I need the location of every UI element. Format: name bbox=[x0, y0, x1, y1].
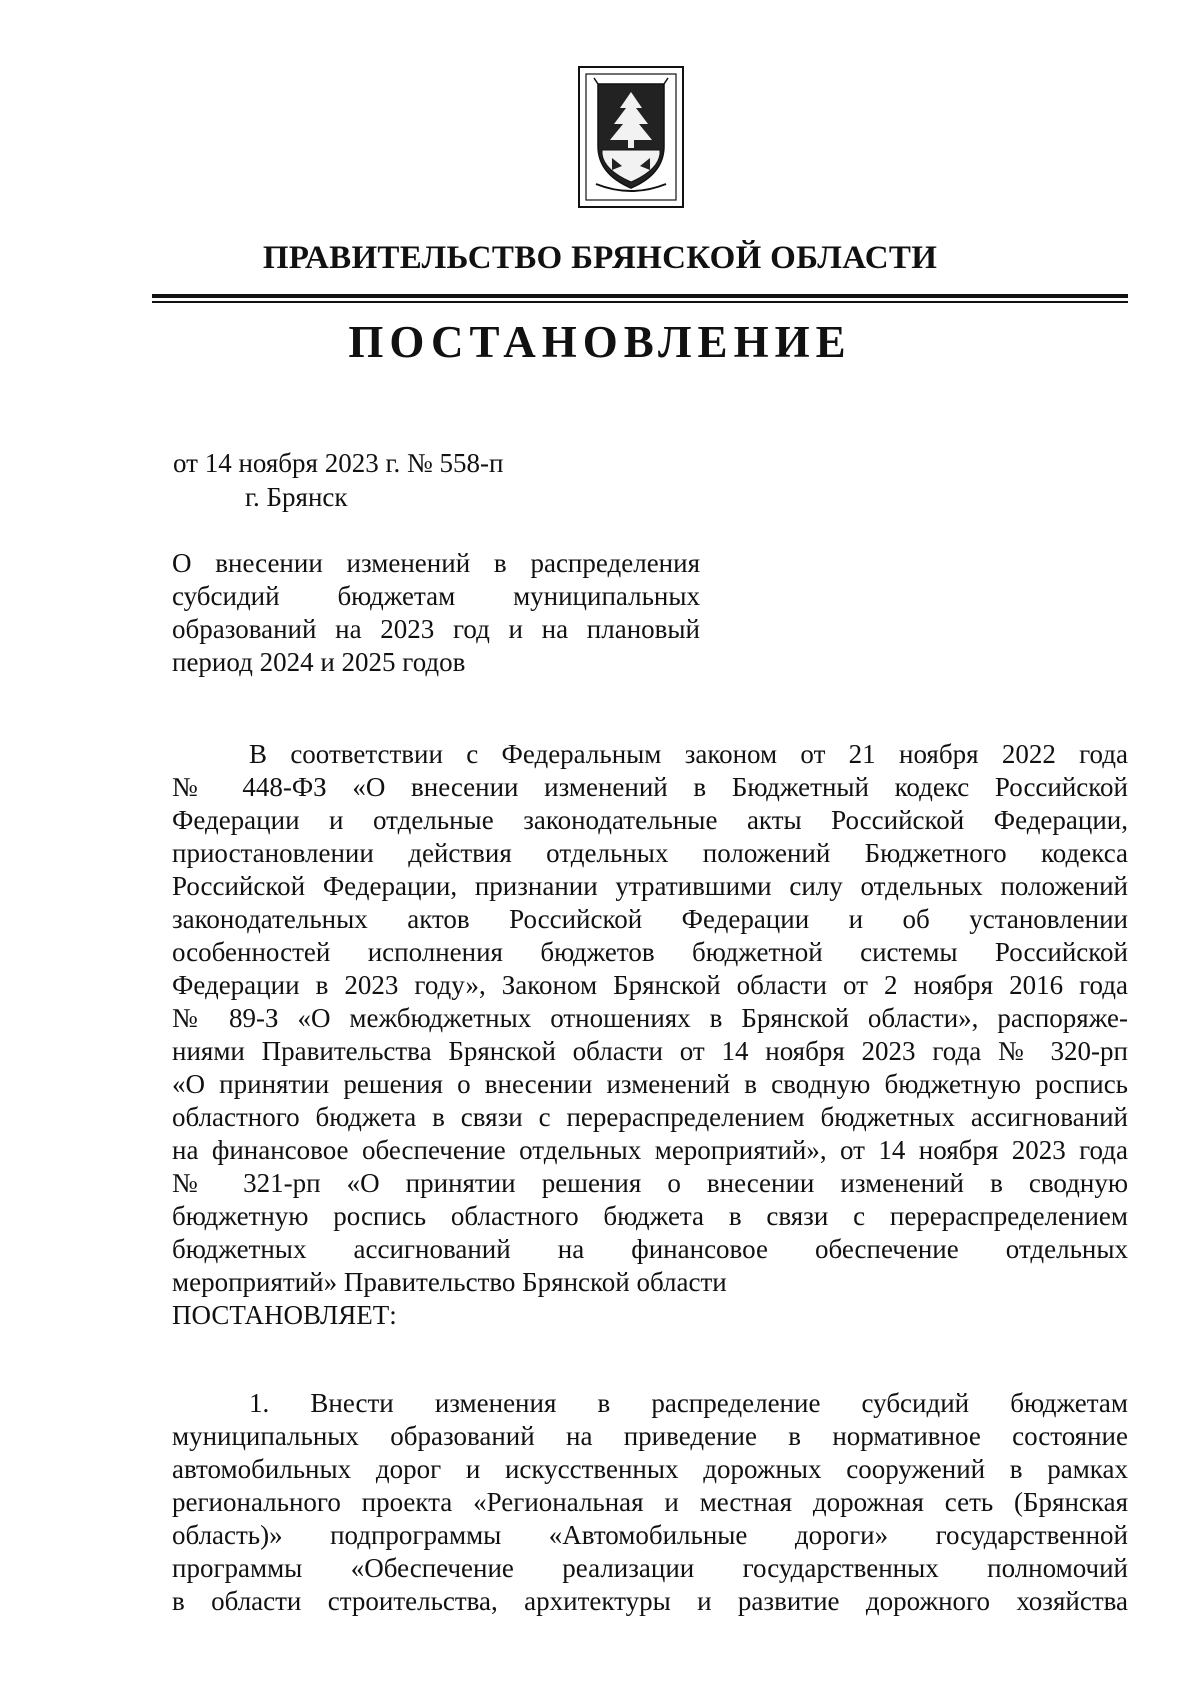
preamble-line: особенностей исполнения бюджетов бюджетной системы Российской bbox=[172, 937, 1128, 967]
document-subject bbox=[172, 547, 700, 679]
preamble-line: № 448-ФЗ «О внесении изменений в Бюджетный кодекс Российской bbox=[172, 772, 1128, 802]
document-type-title: ПОСТАНОВЛЕНИЕ bbox=[348, 317, 852, 367]
subject-line: образований на 2023 год и на плановый bbox=[172, 614, 700, 644]
subject-line: период 2024 и 2025 годов bbox=[172, 647, 466, 677]
item-1-paragraph bbox=[172, 1387, 1128, 1618]
item-line: регионального проекта «Региональная и местная дорожная сеть (Брянская bbox=[172, 1487, 1128, 1517]
item-line: область)» подпрограммы «Автомобильные дороги» государственной bbox=[172, 1520, 1128, 1550]
preamble-line: Федерации и отдельные законодательные акты Российской Федерации, bbox=[172, 805, 1128, 835]
preamble-line: Российской Федерации, признании утратившими силу отдельных положений bbox=[172, 871, 1128, 901]
document-date-number: от 14 ноября 2023 г. № 558-п bbox=[173, 448, 504, 478]
header-divider bbox=[152, 294, 1128, 304]
preamble-line: областного бюджета в связи с перераспределением бюджетных ассигнований bbox=[172, 1102, 1128, 1132]
item-line: муниципальных образований на приведение в нормативное состояние bbox=[172, 1421, 1128, 1451]
preamble-line: Федерации в 2023 году», Законом Брянской области от 2 ноября 2016 года bbox=[172, 970, 1128, 1000]
document-city: г. Брянск bbox=[245, 482, 348, 512]
preamble-line: ниями Правительства Брянской области от 14 ноября 2023 года № 320-рп bbox=[172, 1036, 1128, 1066]
item-line: автомобильных дорог и искусственных дорожных сооружений в рамках bbox=[172, 1454, 1128, 1484]
preamble-line: приостановлении действия отдельных положений Бюджетного кодекса bbox=[172, 838, 1128, 868]
preamble-line: на финансовое обеспечение отдельных мероприятий», от 14 ноября 2023 года bbox=[172, 1135, 1128, 1165]
preamble-line: В соответствии с Федеральным законом от 21 ноября 2022 года bbox=[249, 739, 1128, 769]
preamble-line: бюджетных ассигнований на финансовое обеспечение отдельных bbox=[172, 1234, 1128, 1264]
preamble-line: мероприятий» Правительство Брянской области bbox=[172, 1267, 727, 1297]
government-title: ПРАВИТЕЛЬСТВО БРЯНСКОЙ ОБЛАСТИ bbox=[262, 240, 938, 276]
resolves-heading: ПОСТАНОВЛЯЕТ: bbox=[172, 1300, 397, 1330]
subject-line: О внесении изменений в распределения bbox=[172, 548, 700, 578]
preamble-line: «О принятии решения о внесении изменений в сводную бюджетную роспись bbox=[172, 1069, 1128, 1099]
item-line: программы «Обеспечение реализации государственных полномочий bbox=[172, 1553, 1128, 1583]
item-line: 1. Внести изменения в распределение субсидий бюджетам bbox=[249, 1388, 1128, 1418]
preamble-line: № 89-З «О межбюджетных отношениях в Брянской области», распоряже- bbox=[172, 1003, 1128, 1033]
preamble-line: № 321-рп «О принятии решения о внесении изменений в сводную bbox=[172, 1168, 1128, 1198]
preamble-paragraph bbox=[172, 738, 1128, 1332]
preamble-line: бюджетную роспись областного бюджета в связи с перераспределением bbox=[172, 1201, 1128, 1231]
coat-of-arms-emblem bbox=[578, 66, 684, 208]
bryansk-coat-of-arms-icon bbox=[578, 66, 684, 208]
item-line: в области строительства, архитектуры и развитие дорожного хозяйства bbox=[172, 1586, 1128, 1616]
subject-line: субсидий бюджетам муниципальных bbox=[172, 581, 700, 611]
preamble-line: законодательных актов Российской Федерации и об установлении bbox=[172, 904, 1128, 934]
